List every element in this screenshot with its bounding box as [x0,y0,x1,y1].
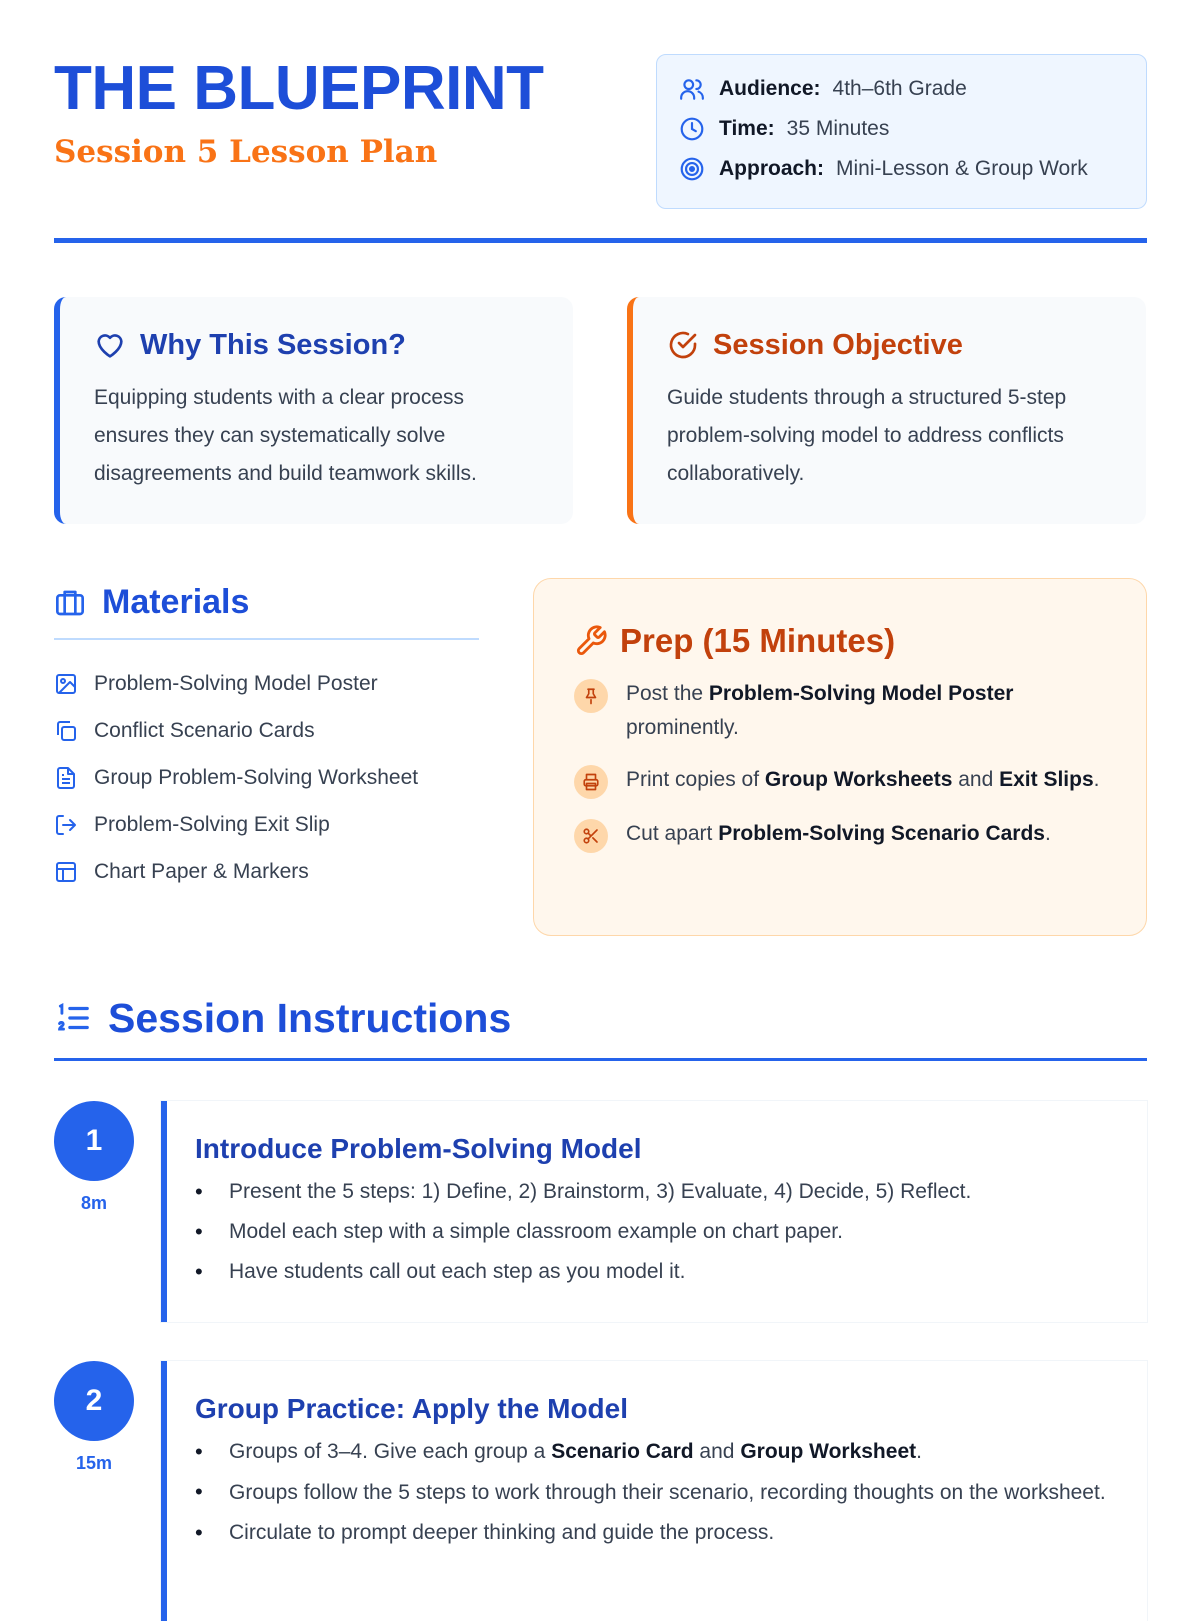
prep-card [533,578,1147,936]
session-objective-title: Session Objective [713,328,963,361]
target-icon [679,156,705,182]
material-label: Conflict Scenario Cards [94,718,315,742]
step-number: 2 [54,1361,134,1441]
info-time-label: Time: [719,117,775,140]
list-item: • Model each step with a simple classroom example on chart paper. [195,1215,1127,1248]
bullet-text-bold: Scenario Card [551,1440,694,1463]
users-icon [679,76,705,102]
info-time [679,109,1124,149]
why-session-heading [94,325,539,365]
check-circle-icon [667,329,699,361]
list-item [54,754,418,801]
prep-text: prominently. [626,716,739,739]
list-ordered-icon [54,999,92,1037]
info-approach-label: Approach: [719,157,824,180]
info-approach-value: Mini-Lesson & Group Work [836,157,1088,180]
list-item [54,801,418,848]
prep-item [574,763,1106,799]
list-item [54,707,418,754]
session-objective-card [627,297,1146,524]
session-info-box [656,54,1147,209]
session-objective-text: Guide students through a structured 5-step problem-solving model to address conflicts collaboratively. [667,386,1067,485]
bullet-text: Groups follow the 5 steps to work through their scenario, recording thoughts on the worksheet. [229,1481,1106,1504]
document-icon [54,766,78,790]
info-approach [679,149,1124,189]
list-item [54,660,418,707]
step-bullets [195,1435,1127,1549]
bullet-text: Groups of 3–4. Give each group a [229,1440,552,1463]
pin-icon [574,679,608,713]
step-title: Group Practice: Apply the Model [195,1393,629,1424]
info-audience-label: Audience: [719,77,821,100]
prep-item [574,677,1106,745]
session-instructions-heading [54,990,511,1046]
bullet-text-bold: Group Worksheet [740,1440,917,1463]
materials-title: Materials [102,582,250,621]
list-item: • Present the 5 steps: 1) Define, 2) Brainstorm, 3) Evaluate, 4) Decide, 5) Reflect. [195,1175,1127,1208]
prep-item-text [626,817,1051,851]
briefcase-icon [54,586,86,618]
why-session-card [54,297,573,524]
image-icon [54,672,78,696]
prep-item [574,817,1106,853]
prep-text: Post the [626,682,709,705]
exit-icon [54,813,78,837]
step-body [161,1361,1147,1621]
list-item [195,1475,1127,1509]
info-audience [679,69,1124,109]
prep-heading [574,619,1106,663]
scissors-icon [574,819,608,853]
heart-icon [94,329,126,361]
session-objective-heading [667,325,1112,365]
prep-text-bold: Problem-Solving Scenario Cards [718,822,1045,845]
step-bullets [195,1175,1127,1288]
header-divider [54,238,1147,243]
list-item [195,1435,1127,1468]
prep-text-bold: Group Worksheets [764,768,953,791]
prep-text-bold: Problem-Solving Model Poster [708,682,1014,705]
list-item [54,848,418,895]
list-item: • Circulate to prompt deeper thinking and guide the process. [195,1516,1127,1549]
info-time-value: 35 Minutes [786,117,890,140]
wrench-icon [574,624,608,658]
session-instructions-divider [54,1058,1147,1061]
prep-item-text [626,677,1106,745]
step-duration: 8m [80,1193,107,1213]
prep-text: and [952,768,1000,791]
material-label: Group Problem-Solving Worksheet [94,765,419,789]
copy-icon [54,719,78,743]
clock-icon [679,116,705,142]
bullet-text: . [916,1440,922,1463]
page-title: THE BLUEPRINT [54,54,544,123]
prep-title: Prep (15 Minutes) [620,622,896,659]
lesson-plan-page [54,0,1147,1600]
prep-text: . [1044,822,1051,845]
materials-list [54,660,418,895]
printer-icon [574,765,608,799]
prep-item-text [626,763,1099,797]
prep-text-bold: Exit Slips [999,768,1094,791]
why-session-title: Why This Session? [140,328,406,361]
step-duration: 15m [75,1453,113,1473]
bullet-text: and [693,1440,741,1463]
material-label: Chart Paper & Markers [94,859,309,883]
info-audience-value: 4th–6th Grade [832,77,967,100]
prep-text: Print copies of [626,768,765,791]
step-title: Introduce Problem-Solving Model [195,1133,642,1164]
prep-text: . [1093,768,1100,791]
why-session-text: Equipping students with a clear process ensures they can systematically solve disagreements and build teamwork skills. [94,386,477,485]
page-subtitle: Session 5 Lesson Plan [54,134,438,170]
step-number: 1 [54,1101,134,1181]
layout-icon [54,860,78,884]
session-instructions-title: Session Instructions [108,994,512,1041]
material-label: Problem-Solving Model Poster [94,671,378,695]
step-body [161,1101,1147,1322]
materials-divider [54,638,479,640]
material-label: Problem-Solving Exit Slip [94,812,330,836]
list-item: • Have students call out each step as you model it. [195,1255,1127,1288]
prep-text: Cut apart [626,822,719,845]
materials-heading [54,580,249,624]
